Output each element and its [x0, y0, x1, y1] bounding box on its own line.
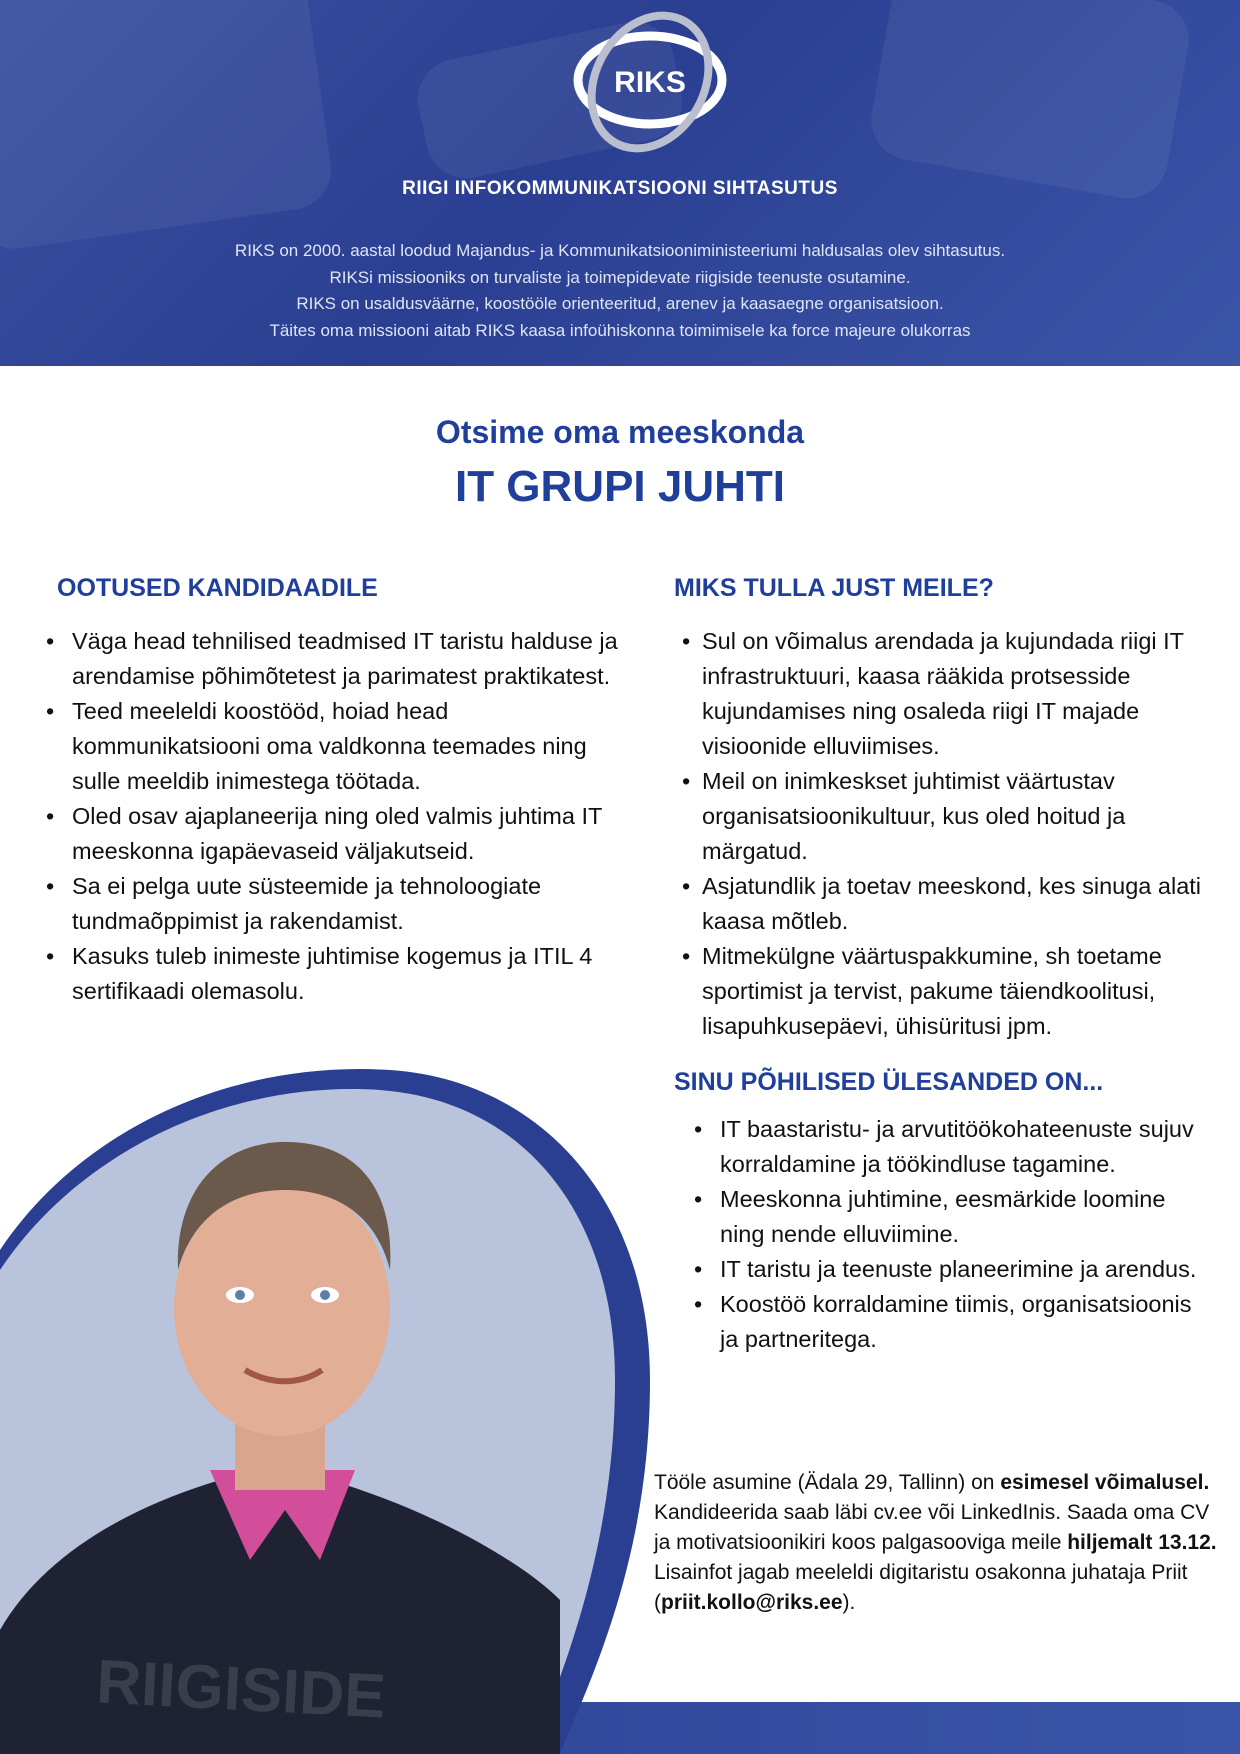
hero-bg-shape — [0, 0, 336, 254]
job-title: IT GRUPI JUHTI — [454, 462, 786, 511]
expectations-heading: OOTUSED KANDIDAADILE — [57, 574, 378, 602]
hero-bg-shape — [865, 0, 1195, 205]
tasks-list — [692, 1112, 1212, 1357]
list-item: • IT taristu ja teenuste planeerimine ja arendus. — [692, 1252, 1212, 1287]
list-item: • Väga head tehnilised teadmised IT taristu halduse ja arendamise põhimõtetest ja parimatest praktikatest. — [44, 624, 624, 694]
list-item: • Mitmekülgne väärtuspakkumine, sh toetame sportimist ja tervist, pakume täiendkoolitusi, lisapuhkusepäevi, ühisüritusi jpm. — [682, 939, 1212, 1044]
list-item: • Sa ei pelga uute süsteemide ja tehnoloogiate tundmaõppimist ja rakendamist. — [44, 869, 624, 939]
contact-email[interactable]: priit.kollo@riks.ee — [661, 1591, 843, 1614]
info-text: ). — [842, 1591, 856, 1614]
info-text: Lisainfot jagab meeleldi digitaristu osakonna juhataja Priit ( — [654, 1561, 1188, 1614]
candidate-photo — [0, 1040, 660, 1754]
list-item: • Asjatundlik ja toetav meeskond, kes sinuga alati kaasa mõtleb. — [682, 869, 1212, 939]
application-info — [654, 1468, 1224, 1618]
why-us-list — [682, 624, 1212, 1044]
mission-line: RIKS on 2000. aastal loodud Majandus- ja Kommunikatsiooniministeeriumi haldusalas olev sihtasutus. — [234, 241, 1006, 260]
list-item: • Sul on võimalus arendada ja kujundada riigi IT infrastruktuuri, kaasa rääkida protsesside kujundamises ning osaleda riigi IT majade visioonide elluviimises. — [682, 624, 1212, 764]
tasks-heading: SINU PÕHILISED ÜLESANDED ON... — [674, 1068, 1104, 1096]
list-item: • Meil on inimkeskset juhtimist väärtustav organisatsioonikultuur, kus oled hoitud ja märgatud. — [682, 764, 1212, 869]
org-name: RIIGI INFOKOMMUNIKATSIOONI SIHTASUTUS — [402, 178, 838, 199]
logo-text: RIKS — [614, 66, 686, 99]
list-item: • Oled osav ajaplaneerija ning oled valmis juhtima IT meeskonna igapäevaseid väljakutseid. — [44, 799, 624, 869]
left-iris — [235, 1290, 245, 1300]
info-bold: esimesel võimalusel. — [1000, 1471, 1210, 1494]
info-text: Kandideerida saab läbi cv.ee või LinkedInis. Saada oma CV ja motivatsioonikiri koos palgasooviga meile — [654, 1501, 1210, 1554]
riks-logo — [570, 6, 730, 156]
mission-line: Täites oma missiooni aitab RIKS kaasa infoühiskonna toimimisele ka force majeure olukorras — [269, 320, 971, 340]
shirt-text: RIIGISIDE — [94, 1647, 388, 1732]
headline-subtitle: Otsime oma meeskonda — [435, 414, 805, 450]
list-item: • Koostöö korraldamine tiimis, organisatsioonis ja partneritega. — [692, 1287, 1212, 1357]
deadline: hiljemalt 13.12. — [1067, 1531, 1217, 1554]
why-us-heading: MIKS TULLA JUST MEILE? — [674, 574, 994, 602]
hero-banner — [0, 0, 1240, 366]
list-item: • Meeskonna juhtimine, eesmärkide loomine ning nende elluviimine. — [692, 1182, 1212, 1252]
mission-line: RIKSi missiooniks on turvaliste ja toimepidevate riigiside teenuste osutamine. — [329, 267, 911, 287]
mission-line: RIKS on usaldusväärne, koostööle orienteeritud, arenev ja kaasaegne organisatsioon. — [296, 294, 944, 313]
list-item: • IT baastaristu- ja arvutitöökohateenuste sujuv korraldamine ja töökindluse tagamine. — [692, 1112, 1212, 1182]
mission-statement — [0, 238, 1240, 344]
list-item: • Kasuks tuleb inimeste juhtimise kogemus ja ITIL 4 sertifikaadi olemasolu. — [44, 939, 624, 1009]
expectations-list — [44, 624, 624, 1009]
list-item: • Teed meeleldi koostööd, hoiad head kommunikatsiooni oma valdkonna teemades ning sulle meeldib inimestega töötada. — [44, 694, 624, 799]
info-text: Tööle asumine (Ädala 29, Tallinn) on — [654, 1471, 1001, 1494]
right-iris — [320, 1290, 330, 1300]
